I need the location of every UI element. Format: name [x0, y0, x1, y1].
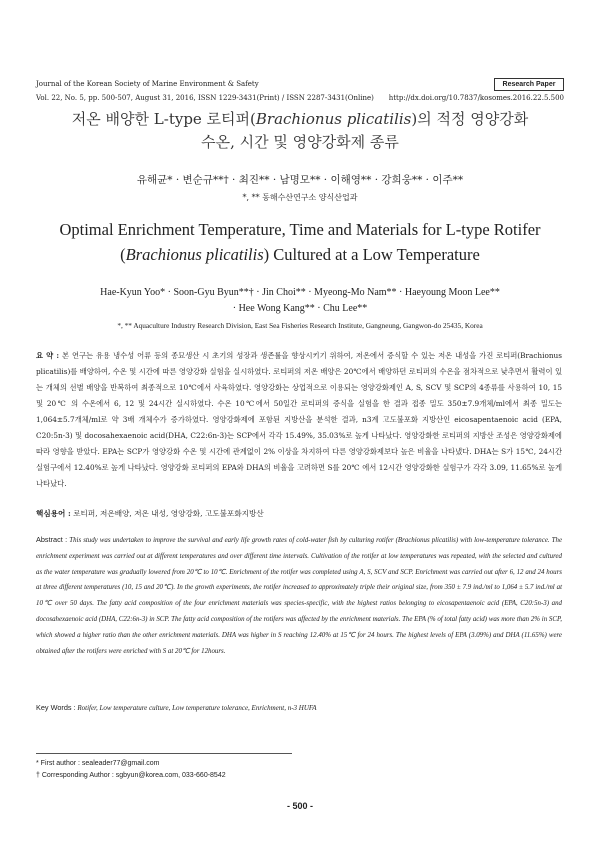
- corresponding-author-footnote: † Corresponding Author : sgbyun@korea.com, 033-660-8542: [36, 772, 226, 779]
- english-keywords-label: Key Words :: [36, 703, 76, 712]
- journal-name: Journal of the Korean Society of Marine Environment & Safety: [36, 80, 259, 88]
- korean-keywords-label: 핵심용어 :: [36, 509, 71, 518]
- korean-title-line2: 수온, 시간 및 영양강화제 종류: [201, 133, 399, 151]
- english-title-line2: (Brachionus plicatilis) Cultured at a Low Temperature: [120, 245, 480, 264]
- english-authors-line2: · Hee Wong Kang** · Chu Lee**: [232, 303, 368, 314]
- korean-affiliation: *, ** 동해수산연구소 양식산업과: [242, 193, 358, 202]
- english-keywords: [36, 703, 562, 712]
- korean-abstract-label: 요 약 :: [36, 351, 60, 360]
- volume-line: Vol. 22, No. 5, pp. 500-507, August 31, 2016, ISSN 1229-3431(Print) / ISSN 2287-3431(Online): [36, 94, 374, 102]
- korean-title-line1: 저온 배양한 L-type 로티퍼(Brachionus plicatilis)의 적정 영양강화: [71, 110, 529, 128]
- korean-authors: 유해균* · 변순규**† · 최진** · 남명모** · 이해영** · 강희웅** · 이주**: [136, 174, 464, 186]
- korean-keywords-text: 로티퍼, 저온배양, 저온 내성, 영양강화, 고도불포화지방산: [73, 509, 264, 518]
- english-abstract-label: Abstract :: [36, 535, 68, 544]
- english-abstract-text: This study was undertaken to improve the survival and early life growth rates of cold-water fish by culturing rotifer (Brachionus plicatilis) with low-temperature tolerance. The enrichment experiment was carried out at different temperatures and over different time intervals. Cultivation of the rotifer at low temperatures was repeated, with the selected and cultured as the water temperature was gradually lowered from 20℃ to 10℃. Enrichment of the rotifer was completed using A, S, SCV and SCP. Enrichment was carried out after 6, 12 and 24 hours at three different temperatures (10, 15 and 20℃). In the growth experiments, the rotifer increased to approximately triple their original size, from 350 ± 7.9 ind./ml to 1,064 ± 5.7 ind./ml at 10℃ over 50 days. The fatty acid composition of the four enrichment materials was species-specific, with the highest ratios belonging to eicosapentaenoic acid (EPA, C20:5n-3) and docosahexaenoic acid (DHA, C22:6n-3) in SCP. The fatty acid composition of the rotifers was affected by the enrichment materials. The EPA (% of total fatty acid) was more than 2% in SCP, which showed a higher ratio than the other enrichment materials. DHA was higher in S reaching 12.40% at 15℃ for 24 hours. The highest levels of EPA (3.09%) and DHA (11.65%) were obtained after the rotifers were enriched with S at 20℃ for 12hours.: [36, 537, 562, 655]
- paper-type-badge: Research Paper: [494, 78, 564, 91]
- page-number: - 500 -: [286, 801, 313, 811]
- korean-abstract-text: 본 연구는 유용 냉수성 어류 등의 종묘생산 시 초기의 성장과 생존률을 향상시키기 위하여, 저온에서 증식할 수 있는 저온 내성을 가진 로티퍼(Brachionus plicatilis)를 배양하여, 수온 및 시간에 따른 영양강화 실험을 실시하였다. 로티퍼의 저온 배양은 20℃에서 배양하던 로티퍼의 수온을 점차적으로 낮추면서 활력이 있는 개체의 선별 배양을 반복하여 최종적으로 10℃에서 사육하였다. 영양강화는 상업적으로 이용되는 영양강화제인 A, S, SCV 및 SCP의 4종류를 사용하여 10, 15 및 20℃ 의 수온에서 6, 12 및 24시간 실시하였다. 수온 10℃에서 50일간 로티퍼의 증식을 실험을 한 결과 접종 밀도 350±7.9개체/ml에서 최종 밀도는 1,064±5.7개체/ml로 약 3배 개체수가 증가하였다. 영양강화제에 포함된 지방산을 분석한 결과, n3계 고도불포화 지방산인 eicosapentaenoic acid (EPA, C20:5n-3) 및 docosahexaenoic acid(DHA, C22:6n-3)는 SCP에서 각각 15.49%, 35.03%로 높게 나타났다. 영양강화한 로티퍼의 지방산 조성은 영양강화제에 따라 영향을 받았다. EPA는 SCP가 영양강화 수온 및 시간에 관계없이 2% 이상을 차지하여 다른 영양강화제보다 높은 비율을 나타냈다. DHA는 S가 15℃, 24시간 실험구에서 12.40%로 높게 나타났다. 영양강화 로티퍼의 EPA와 DHA의 비율을 고려하면 S를 20℃ 에서 12시간 영양강화한 실험구가 각각 3.09, 11.65%로 높게 나타났다.: [36, 351, 562, 488]
- english-title-line1: Optimal Enrichment Temperature, Time and Materials for L-type Rotifer: [59, 220, 541, 239]
- english-affiliation: *, ** Aquaculture Industry Research Division, East Sea Fisheries Research Institute, Gangneung, Gangwon-do 25435, Korea: [117, 321, 483, 330]
- korean-abstract: [36, 348, 562, 492]
- doi-link[interactable]: http://dx.doi.org/10.7837/kosomes.2016.22.5.500: [388, 94, 564, 102]
- footnote-divider: [36, 753, 292, 754]
- english-abstract: [36, 532, 562, 659]
- english-keywords-text: Rotifer, Low temperature culture, Low temperature tolerance, Enrichment, n-3 HUFA: [77, 704, 317, 712]
- korean-keywords: [36, 508, 562, 519]
- first-author-footnote: * First author : sealeader77@gmail.com: [36, 760, 160, 767]
- english-authors-line1: Hae-Kyun Yoo* · Soon-Gyu Byun**† · Jin Choi** · Myeong-Mo Nam** · Haeyoung Moon Lee**: [100, 287, 500, 298]
